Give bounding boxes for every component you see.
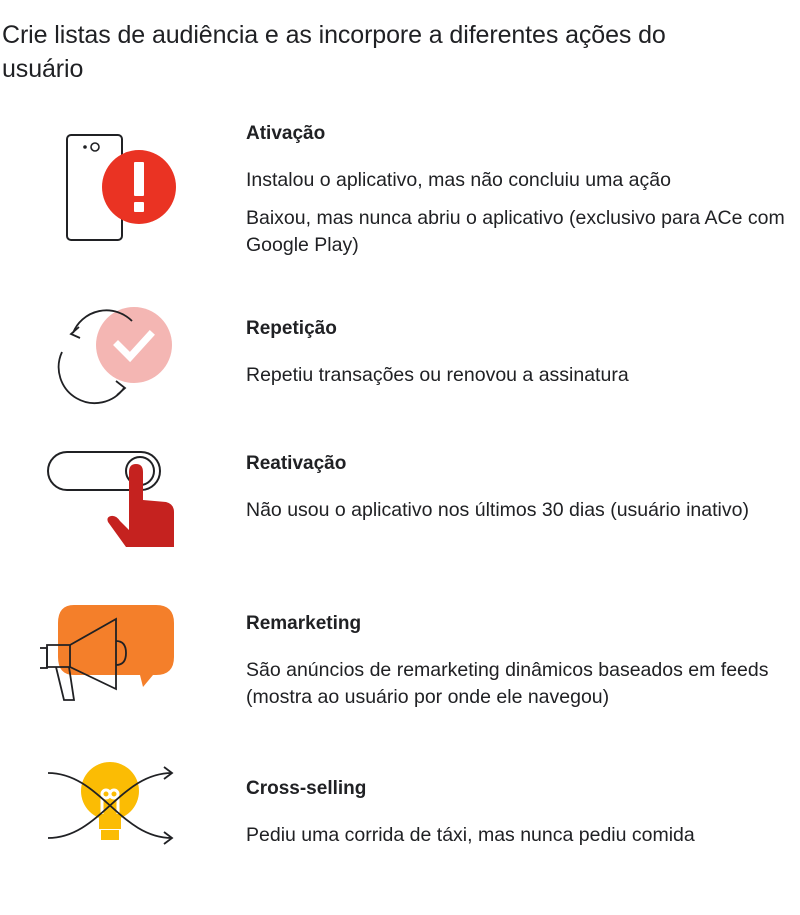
section-heading: Cross-selling — [246, 778, 367, 799]
repeat-check-icon — [40, 305, 190, 435]
section-heading: Ativação — [246, 123, 326, 144]
section-heading: Remarketing — [246, 613, 362, 634]
toggle-tap-icon — [40, 450, 190, 580]
lightbulb-crossing-arrows-icon — [40, 758, 190, 888]
section-line: Repetiu transações ou renovou a assinatura — [246, 364, 629, 386]
section-line: Pediu uma corrida de táxi, mas nunca pediu comida — [246, 824, 695, 846]
section-line: Não usou o aplicativo nos últimos 30 dias (usuário inativo) — [246, 499, 749, 521]
section-heading: Reativação — [246, 453, 347, 474]
section-heading: Repetição — [246, 318, 337, 339]
section-line: Baixou, mas nunca abriu o aplicativo (exclusivo para ACe com Google Play) — [246, 207, 785, 256]
megaphone-icon — [40, 605, 190, 735]
phone-alert-icon — [40, 130, 190, 260]
section-line: São anúncios de remarketing dinâmicos baseados em feeds (mostra ao usuário por onde ele navegou) — [246, 659, 769, 708]
section-line: Instalou o aplicativo, mas não concluiu uma ação — [246, 169, 671, 191]
page-title: Crie listas de audiência e as incorpore a diferentes ações do usuário — [2, 21, 666, 83]
